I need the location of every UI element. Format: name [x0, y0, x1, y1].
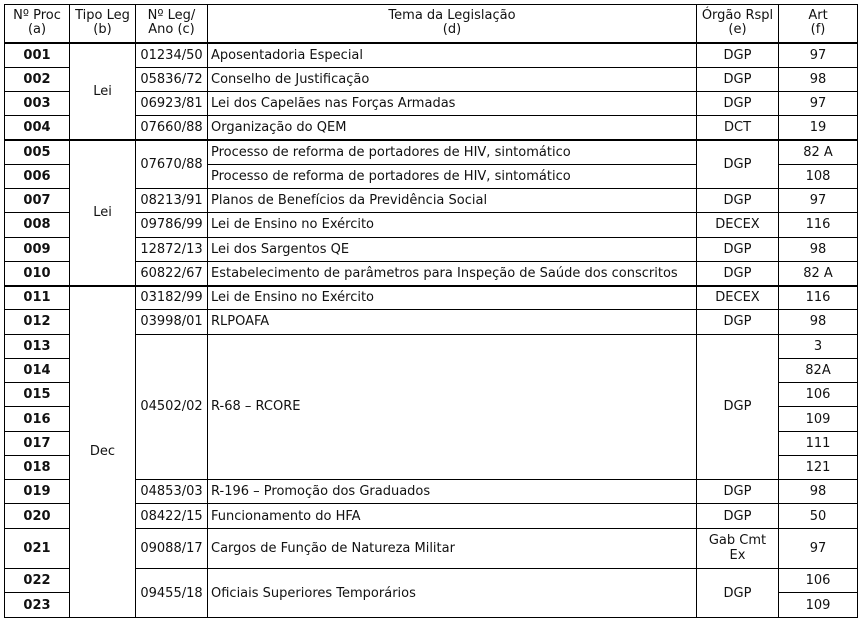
num-cell: 04502/02 — [136, 334, 208, 480]
tema-cell: Lei dos Capelães nas Forças Armadas — [208, 91, 697, 115]
art-cell: 82 A — [779, 140, 858, 164]
header-row — [5, 5, 858, 43]
proc-cell: 018 — [5, 455, 70, 479]
orgao-cell: DGP — [697, 504, 779, 528]
header-num: Nº Leg/ Ano (c) — [136, 5, 208, 43]
art-cell: 82 A — [779, 261, 858, 285]
num-cell: 05836/72 — [136, 67, 208, 91]
header-tema: Tema da Legislação (d) — [208, 5, 697, 43]
art-cell: 116 — [779, 286, 858, 310]
art-cell: 116 — [779, 213, 858, 237]
tema-cell: Organização do QEM — [208, 116, 697, 140]
art-cell: 97 — [779, 189, 858, 213]
art-cell: 97 — [779, 91, 858, 115]
legislation-table — [4, 4, 858, 618]
num-cell: 08213/91 — [136, 189, 208, 213]
proc-cell: 021 — [5, 528, 70, 568]
tipo-cell: Lei — [70, 140, 136, 286]
tema-cell: Conselho de Justificação — [208, 67, 697, 91]
orgao-cell: DGP — [697, 189, 779, 213]
orgao-cell: DGP — [697, 480, 779, 504]
proc-cell: 001 — [5, 43, 70, 67]
num-cell: 12872/13 — [136, 237, 208, 261]
orgao-cell: DGP — [697, 43, 779, 67]
art-cell: 108 — [779, 164, 858, 188]
proc-cell: 020 — [5, 504, 70, 528]
num-cell: 03998/01 — [136, 310, 208, 334]
proc-cell: 005 — [5, 140, 70, 164]
num-cell: 07660/88 — [136, 116, 208, 140]
tipo-cell: Lei — [70, 43, 136, 140]
art-cell: 3 — [779, 334, 858, 358]
tema-cell: R-196 – Promoção dos Graduados — [208, 480, 697, 504]
tema-cell: Aposentadoria Especial — [208, 43, 697, 67]
orgao-cell: DGP — [697, 91, 779, 115]
orgao-cell: DGP — [697, 334, 779, 480]
proc-cell: 013 — [5, 334, 70, 358]
tema-cell: Cargos de Função de Natureza Militar — [208, 528, 697, 568]
art-cell: 98 — [779, 67, 858, 91]
proc-cell: 002 — [5, 67, 70, 91]
tema-cell: Oficiais Superiores Temporários — [208, 569, 697, 618]
orgao-cell: DGP — [697, 569, 779, 618]
proc-cell: 014 — [5, 358, 70, 382]
tema-cell: Estabelecimento de parâmetros para Inspeção de Saúde dos conscritos — [208, 261, 697, 285]
num-cell: 09455/18 — [136, 569, 208, 618]
proc-cell: 022 — [5, 569, 70, 593]
tema-cell: Lei de Ensino no Exército — [208, 213, 697, 237]
proc-cell: 011 — [5, 286, 70, 310]
table-row — [5, 140, 858, 164]
tema-cell: Lei dos Sargentos QE — [208, 237, 697, 261]
proc-cell: 006 — [5, 164, 70, 188]
tema-cell: Processo de reforma de portadores de HIV, sintomático — [208, 164, 697, 188]
proc-cell: 004 — [5, 116, 70, 140]
art-cell: 82A — [779, 358, 858, 382]
proc-cell: 016 — [5, 407, 70, 431]
header-orgao: Órgão Rspl (e) — [697, 5, 779, 43]
art-cell: 109 — [779, 593, 858, 618]
orgao-cell: DECEX — [697, 213, 779, 237]
legislation-document — [4, 4, 857, 618]
orgao-cell: DECEX — [697, 286, 779, 310]
proc-cell: 003 — [5, 91, 70, 115]
art-cell: 111 — [779, 431, 858, 455]
proc-cell: 010 — [5, 261, 70, 285]
tipo-cell: Dec — [70, 286, 136, 618]
tema-cell: Planos de Benefícios da Previdência Social — [208, 189, 697, 213]
tema-cell: Lei de Ensino no Exército — [208, 286, 697, 310]
art-cell: 106 — [779, 569, 858, 593]
proc-cell: 009 — [5, 237, 70, 261]
proc-cell: 008 — [5, 213, 70, 237]
orgao-cell: DGP — [697, 261, 779, 285]
tema-cell: Funcionamento do HFA — [208, 504, 697, 528]
tema-cell: RLPOAFA — [208, 310, 697, 334]
orgao-cell: DGP — [697, 237, 779, 261]
art-cell: 98 — [779, 310, 858, 334]
orgao-cell: Gab Cmt Ex — [697, 528, 779, 568]
art-cell: 50 — [779, 504, 858, 528]
num-cell: 06923/81 — [136, 91, 208, 115]
num-cell: 03182/99 — [136, 286, 208, 310]
art-cell: 97 — [779, 528, 858, 568]
art-cell: 19 — [779, 116, 858, 140]
proc-cell: 023 — [5, 593, 70, 618]
art-cell: 97 — [779, 43, 858, 67]
num-cell: 01234/50 — [136, 43, 208, 67]
table-row — [5, 43, 858, 67]
tema-cell: Processo de reforma de portadores de HIV, sintomático — [208, 140, 697, 164]
num-cell: 07670/88 — [136, 140, 208, 189]
orgao-cell: DGP — [697, 140, 779, 189]
header-art: Art (f) — [779, 5, 858, 43]
num-cell: 04853/03 — [136, 480, 208, 504]
num-cell: 60822/67 — [136, 261, 208, 285]
art-cell: 98 — [779, 237, 858, 261]
proc-cell: 015 — [5, 383, 70, 407]
proc-cell: 007 — [5, 189, 70, 213]
orgao-cell: DGP — [697, 67, 779, 91]
tema-cell: R-68 – RCORE — [208, 334, 697, 480]
proc-cell: 017 — [5, 431, 70, 455]
orgao-cell: DGP — [697, 310, 779, 334]
art-cell: 121 — [779, 455, 858, 479]
table-row — [5, 286, 858, 310]
num-cell: 08422/15 — [136, 504, 208, 528]
art-cell: 98 — [779, 480, 858, 504]
art-cell: 106 — [779, 383, 858, 407]
header-tipo: Tipo Leg (b) — [70, 5, 136, 43]
num-cell: 09786/99 — [136, 213, 208, 237]
header-proc: Nº Proc (a) — [5, 5, 70, 43]
num-cell: 09088/17 — [136, 528, 208, 568]
art-cell: 109 — [779, 407, 858, 431]
orgao-cell: DCT — [697, 116, 779, 140]
proc-cell: 019 — [5, 480, 70, 504]
proc-cell: 012 — [5, 310, 70, 334]
